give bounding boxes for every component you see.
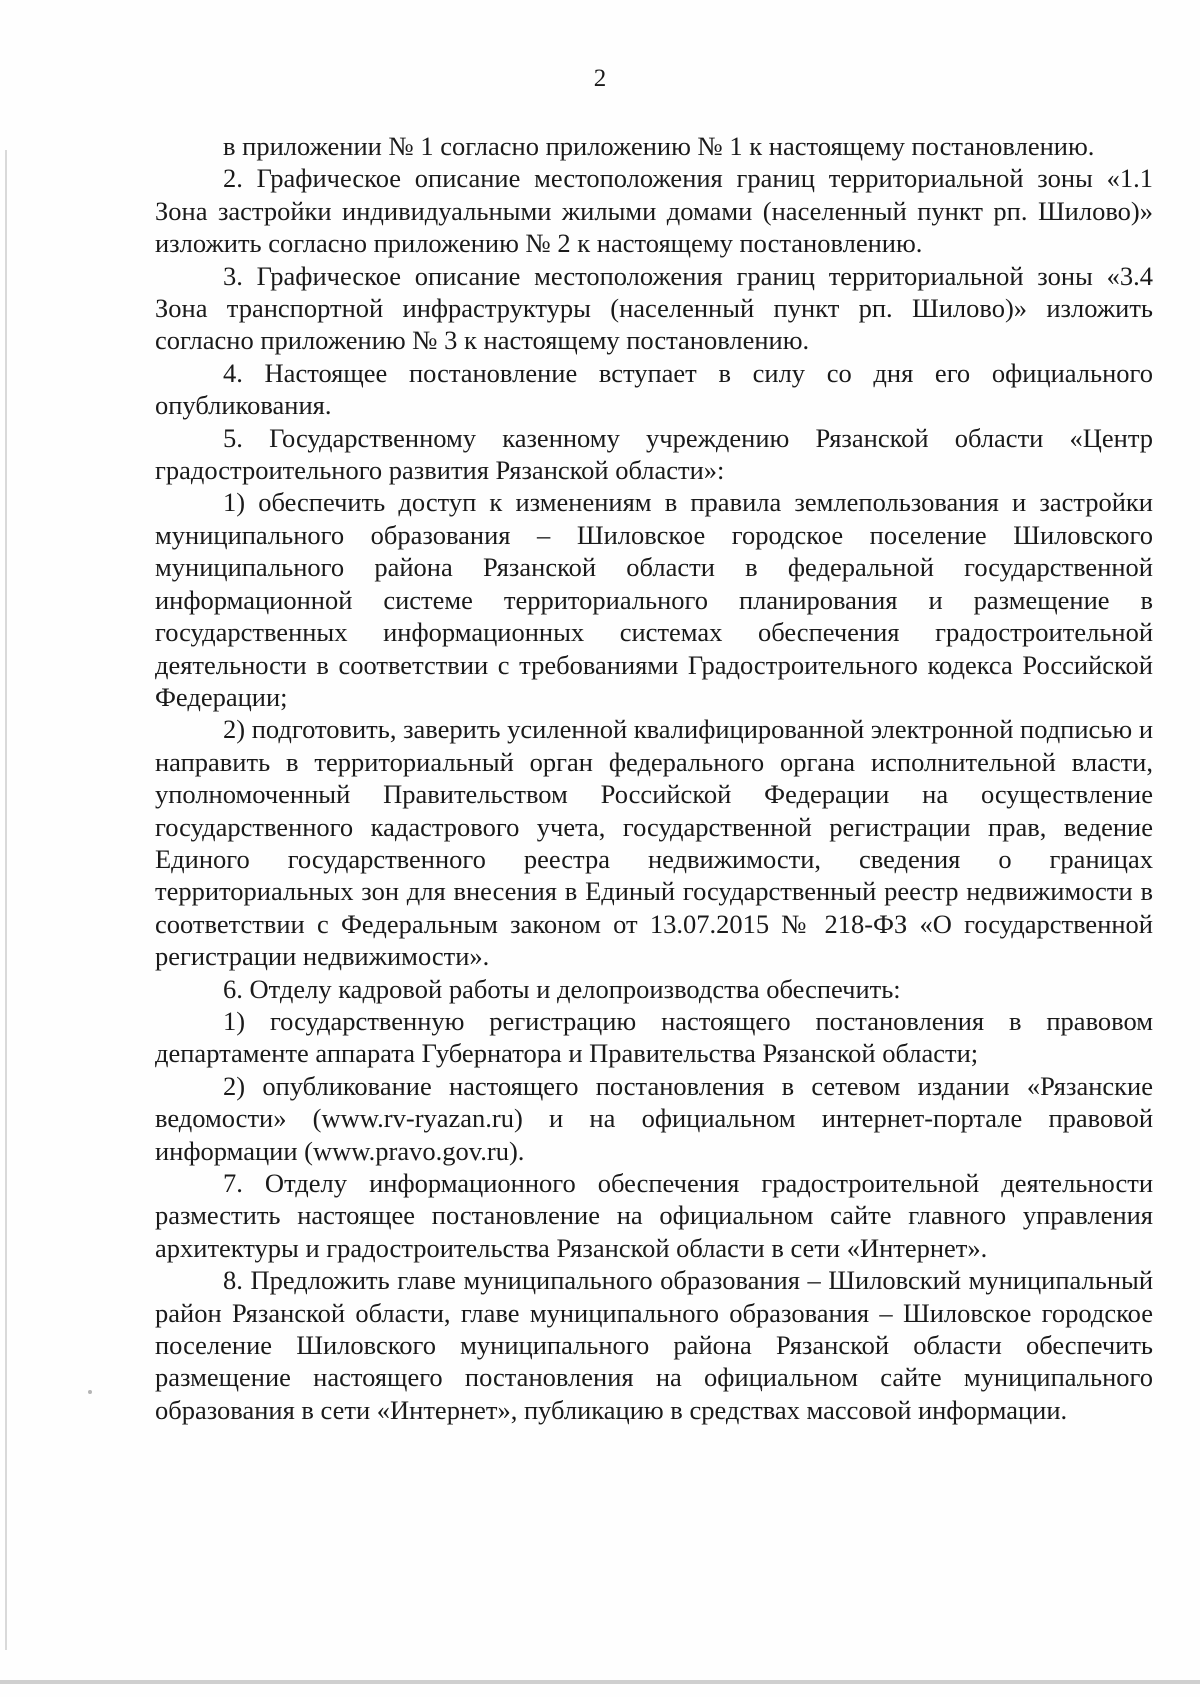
paragraph-item-8: 8. Предложить главе муниципального образования – Шиловский муниципальный район Рязанской области, главе муниципального образования – Шиловское городское поселение Шиловского муниципального района Рязанской области обеспечить размещение настоящего постановления на официальном сайте муниципального образования в сети «Интернет», публикацию в средствах массовой информации. [155, 1265, 1153, 1425]
scan-edge-bottom [0, 1680, 1200, 1684]
page-number: 2 [593, 65, 607, 92]
paragraph-item-7: 7. Отделу информационного обеспечения градостроительной деятельности разместить настоящее постановление на официальном сайте главного управления архитектуры и градостроительства Рязанской области в сети «Интернет». [155, 1168, 1153, 1263]
paragraph-item-6: 6. Отделу кадровой работы и делопроизводства обеспечить: [223, 973, 901, 1004]
paragraph-item-3: 3. Графическое описание местоположения границ территориальной зоны «3.4 Зона транспортной инфраструктуры (населенный пункт рп. Шилово)» изложить согласно приложению № 3 к настоящему постановлению. [155, 260, 1153, 356]
paragraph-continuation: в приложении № 1 согласно приложению № 1 к настоящему постановлению. [223, 131, 1095, 161]
document-body [155, 130, 1153, 1426]
paragraph-item-5: 5. Государственному казенному учреждению Рязанской области «Центр градостроительного развития Рязанской области»: [155, 422, 1153, 486]
scan-edge-left [5, 150, 7, 1650]
paragraph-item-5-1: 1) обеспечить доступ к изменениям в правила землепользования и застройки муниципального образования – Шиловское городское поселение Шиловского муниципального района Рязанской области в федеральной государственной информационной системе территориального планирования и размещение в государственных информационных системах обеспечения градостроительной деятельности в соответствии с требованиями Градостроительного кодекса Российской Федерации; [155, 487, 1153, 712]
paragraph-item-5-2: 2) подготовить, заверить усиленной квалифицированной электронной подписью и направить в территориальный орган федерального органа исполнительной власти, уполномоченный Правительством Российской Федерации на осуществление государственного кадастрового учета, государственной регистрации прав, ведение Единого государственного реестра недвижимости, сведения о границах территориальных зон для внесения в Единый государственный реестр недвижимости в соответствии с Федеральным законом от 13.07.2015 № 218-ФЗ «О государственной регистрации недвижимости». [155, 714, 1153, 972]
paragraph-item-2: 2. Графическое описание местоположения границ территориальной зоны «1.1 Зона застройки индивидуальными жилыми домами (населенный пункт рп. Шилово)» изложить согласно приложению № 2 к настоящему постановлению. [155, 163, 1153, 259]
scan-speck [88, 1390, 92, 1394]
paragraph-item-6-1: 1) государственную регистрацию настоящего постановления в правовом департаменте аппарата Губернатора и Правительства Рязанской области; [155, 1005, 1153, 1069]
paragraph-item-6-2: 2) опубликование настоящего постановления в сетевом издании «Рязанские ведомости» (www.rv-ryazan.ru) и на официальном интернет-портале правовой информации (www.pravo.gov.ru). [155, 1070, 1153, 1166]
paragraph-item-4: 4. Настоящее постановление вступает в силу со дня его официального опубликования. [155, 357, 1153, 421]
